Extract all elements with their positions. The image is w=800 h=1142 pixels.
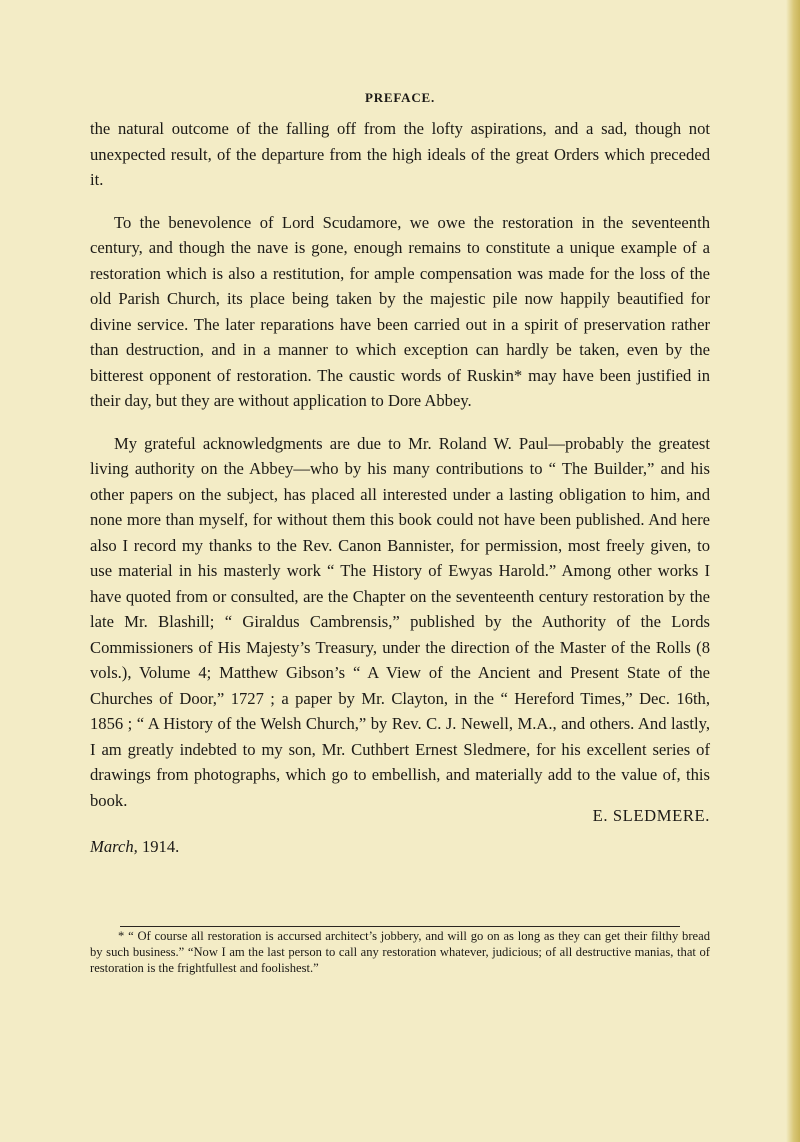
author-signature: E. SLEDMERE. [592,806,710,825]
footnote-ruskin: * “ Of course all restoration is accursed architect’s jobbery, and will go on as long as they can get their filthy bread by such business.” “Now I am the last person to call any restoration whatever, judicious; of all destructive manias, that of restoration is the frightfullest and foolishest.” [90,929,710,975]
body-text [90,116,710,813]
paragraph-restoration: To the benevolence of Lord Scudamore, we owe the restoration in the seventeenth century, and though the nave is gone, enough remains to constitute a unique example of a restoration which is also a restitution, for ample compensation was made for the loss of the old Parish Church, its place being taken by the majestic pile now happily beautified for divine service. The later reparations have been carried out in a spirit of preservation rather than destruction, and in a manner to which exception can hardly be taken, even by the bitterest opponent of restoration. The caustic words of Ruskin* may have been justified in their day, but they are without application to Dore Abbey. [90,212,710,410]
dateline-month: March, [90,837,138,856]
paragraph-acknowledgments: My grateful acknowledgments are due to Mr. Roland W. Paul—probably the greatest living authority on the Abbey—who by his many contributions to “ The Builder,” and his other papers on the subject, has placed all interested under a lasting obligation to him, and none more than myself, for without them this book could not have been published. And here also I record my thanks to the Rev. Canon Bannister, for permission, most freely given, to use material in his masterly work “ The History of Ewyas Harold.” Among other works I have quoted from or consulted, are the Chapter on the seventeenth century restoration by the late Mr. Blashill; “ Giraldus Cambrensis,” published by the Authority of the Lords Commissioners of His Majesty’s Treasury, under the direction of the Master of the Rolls (8 vols.), Volume 4; Matthew Gibson’s “ A View of the Ancient and Present State of the Churches of Door,” 1727 ; a paper by Mr. Clayton, in the “ Hereford Times,” Dec. 16th, 1856 ; “ A History of the Welsh Church,” by Rev. C. J. Newell, M.A., and others. And lastly, I am greatly indebted to my son, Mr. Cuthbert Ernest Sledmere, for his excellent series of drawings from photographs, which go to embellish, and materially add to the value of, this book. [90,433,710,810]
footnote-divider [120,926,680,927]
page-edge-shading [786,0,800,1142]
running-head: PREFACE. [364,90,436,105]
dateline [90,837,179,857]
dateline-year: 1914. [141,837,180,856]
paragraph-continuation: the natural outcome of the falling off from the lofty aspirations, and a sad, though not unexpected result, of the departure from the high ideals of the great Orders which preceded it. [90,119,710,189]
